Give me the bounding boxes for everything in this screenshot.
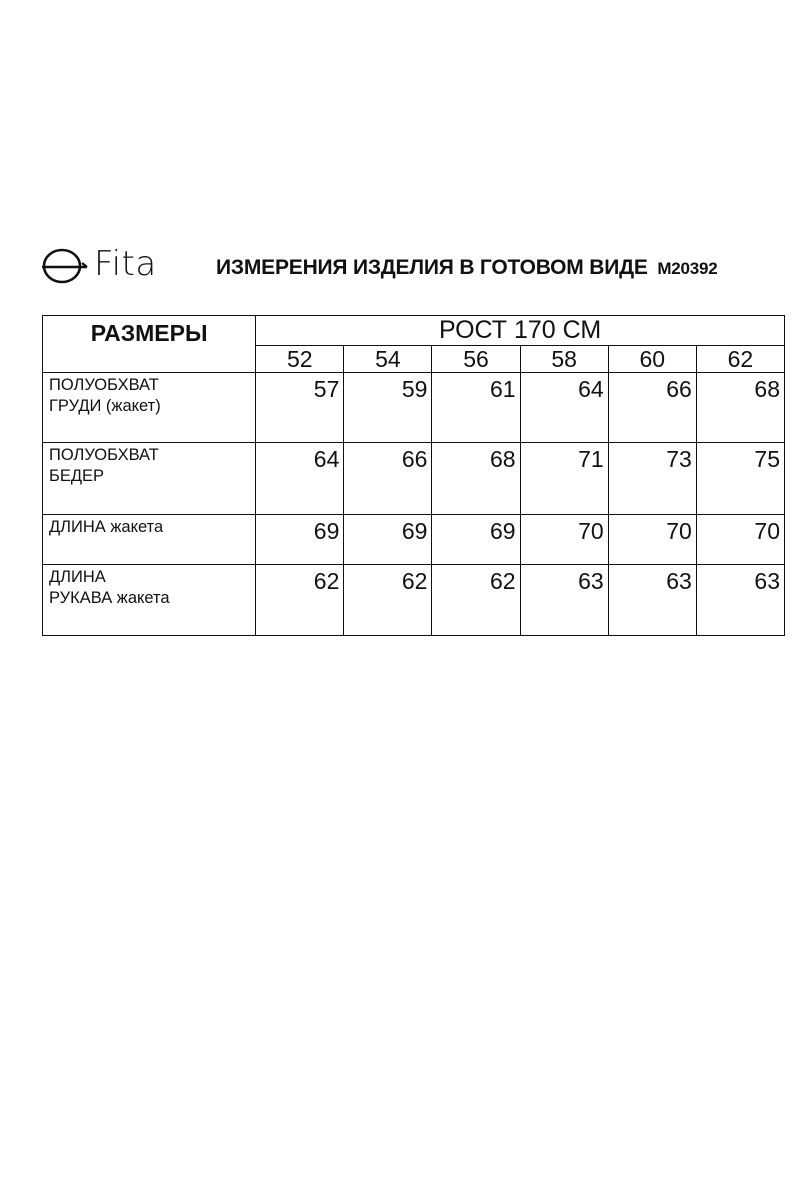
size-header: 56 [432,346,520,373]
page-title [216,256,718,280]
size-header: 62 [696,346,784,373]
row-label [43,515,256,565]
table-cell: 64 [520,373,608,443]
table-row [43,443,785,515]
table-cell: 66 [608,373,696,443]
size-table [42,315,785,636]
table-cell: 69 [256,515,344,565]
table-cell: 69 [432,515,520,565]
fita-theta-icon [40,242,90,286]
document-header [40,238,780,288]
product-code: M20392 [657,259,718,278]
table-cell: 66 [344,443,432,515]
row-label [43,565,256,636]
table-cell: 75 [696,443,784,515]
sizes-corner-label: РАЗМЕРЫ [43,316,256,373]
size-header: 60 [608,346,696,373]
row-label-line: ГРУДИ (жакет) [49,397,161,415]
title-text: ИЗМЕРЕНИЯ ИЗДЕЛИЯ В ГОТОВОМ ВИДЕ [216,256,648,279]
table-cell: 63 [608,565,696,636]
table-cell: 71 [520,443,608,515]
table-row [43,373,785,443]
table-cell: 70 [696,515,784,565]
table-cell: 63 [696,565,784,636]
table-cell: 62 [432,565,520,636]
table-row [43,565,785,636]
table-cell: 73 [608,443,696,515]
table-cell: 68 [696,373,784,443]
row-label-line: БЕДЕР [49,467,105,485]
row-label-line: ПОЛУОБХВАТ [49,446,159,464]
table-cell: 64 [256,443,344,515]
height-label: РОСТ 170 СМ [256,316,785,346]
row-label-line: ДЛИНА [49,568,106,586]
table-cell: 63 [520,565,608,636]
size-header: 58 [520,346,608,373]
table-cell: 70 [608,515,696,565]
table-cell: 62 [344,565,432,636]
brand-name: Fita [94,244,157,284]
row-label-line: РУКАВА жакета [49,589,170,607]
table-cell: 68 [432,443,520,515]
row-label-line: ПОЛУОБХВАТ [49,376,159,394]
table-cell: 57 [256,373,344,443]
row-label [43,373,256,443]
table-row [43,515,785,565]
size-header: 54 [344,346,432,373]
table-cell: 59 [344,373,432,443]
table-header-row [43,316,785,346]
brand-logo [40,242,157,286]
row-label [43,443,256,515]
table-cell: 69 [344,515,432,565]
row-label-line: ДЛИНА жакета [49,518,164,536]
size-header: 52 [256,346,344,373]
table-cell: 61 [432,373,520,443]
table-cell: 70 [520,515,608,565]
table-cell: 62 [256,565,344,636]
